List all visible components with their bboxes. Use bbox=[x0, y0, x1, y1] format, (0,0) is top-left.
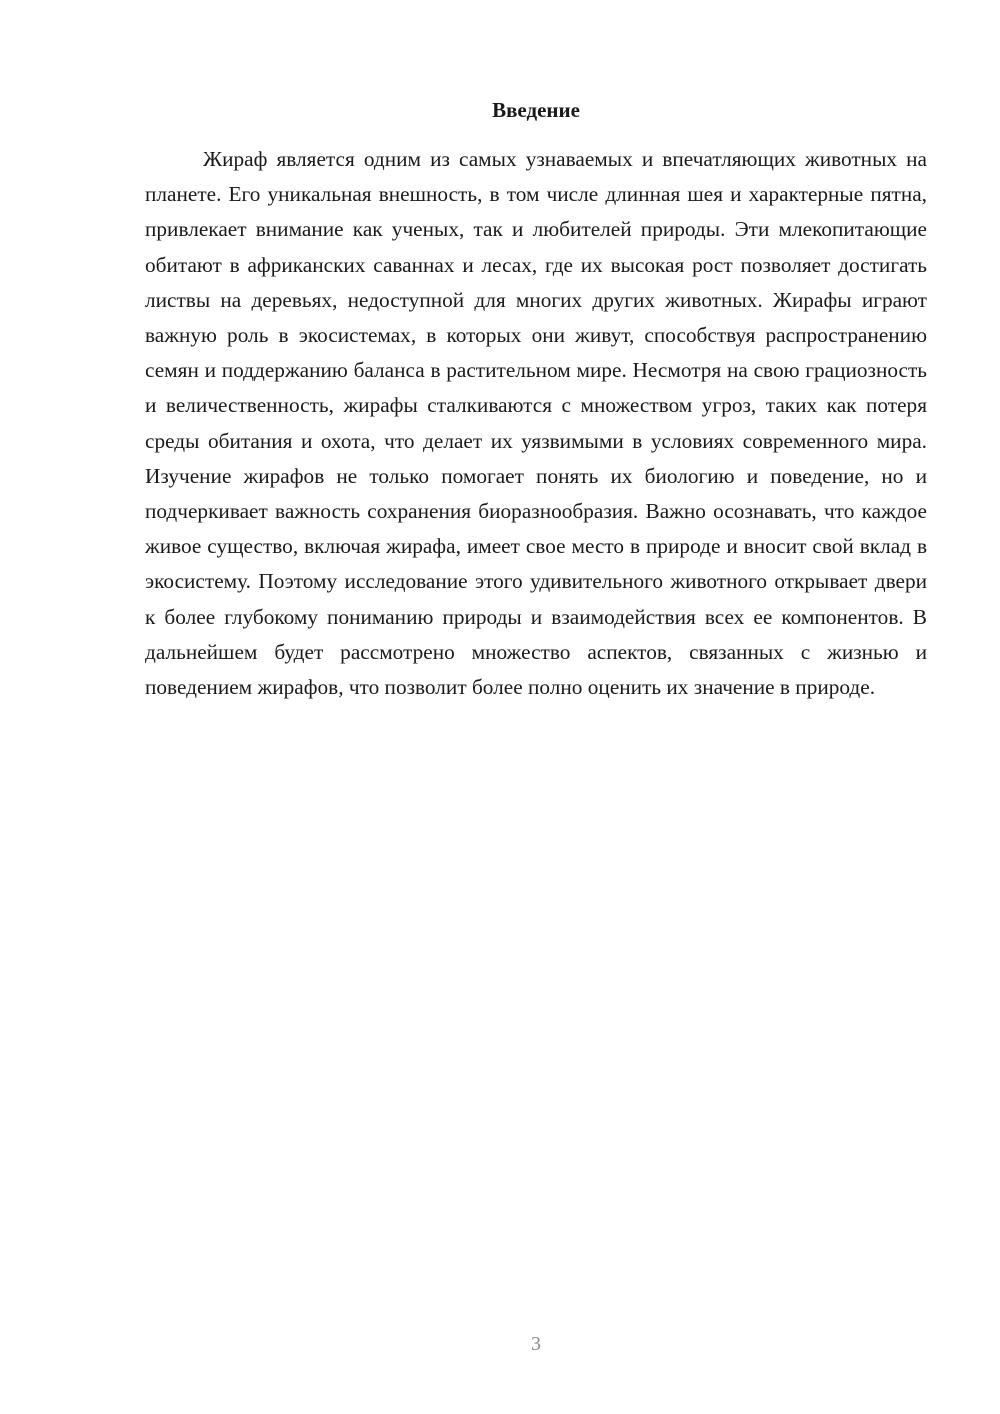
body-paragraph: Жираф является одним из самых узнаваемых и впечатляющих животных на планете. Его уникальная внешность, в том числе длинная шея и характерные пятна, привлекает внимание как ученых, так и любителей природы. Эти млекопитающие обитают в африканских саваннах и лесах, где их высокая рост позволяет достигать листвы на деревьях, недоступной для многих других животных. Жирафы играют важную роль в экосистемах, в которых они живут, способствуя распространению семян и поддержанию баланса в растительном мире. Несмотря на свою грациозность и величественность, жирафы сталкиваются с множеством угроз, таких как потеря среды обитания и охота, что делает их уязвимыми в условиях современного мира. Изучение жирафов не только помогает понять их биологию и поведение, но и подчеркивает важность сохранения биоразнообразия. Важно осознавать, что каждое живое существо, включая жирафа, имеет свое место в природе и вносит свой вклад в экосистему. Поэтому исследование этого удивительного животного открывает двери к более глубокому пониманию природы и взаимодействия всех ее компонентов. В дальнейшем будет рассмотрено множество аспектов, связанных с жизнью и поведением жирафов, что позволит более полно оценить их значение в природе. bbox=[145, 147, 927, 700]
section-heading: Введение bbox=[492, 98, 580, 122]
page-number: 3 bbox=[531, 1333, 541, 1355]
